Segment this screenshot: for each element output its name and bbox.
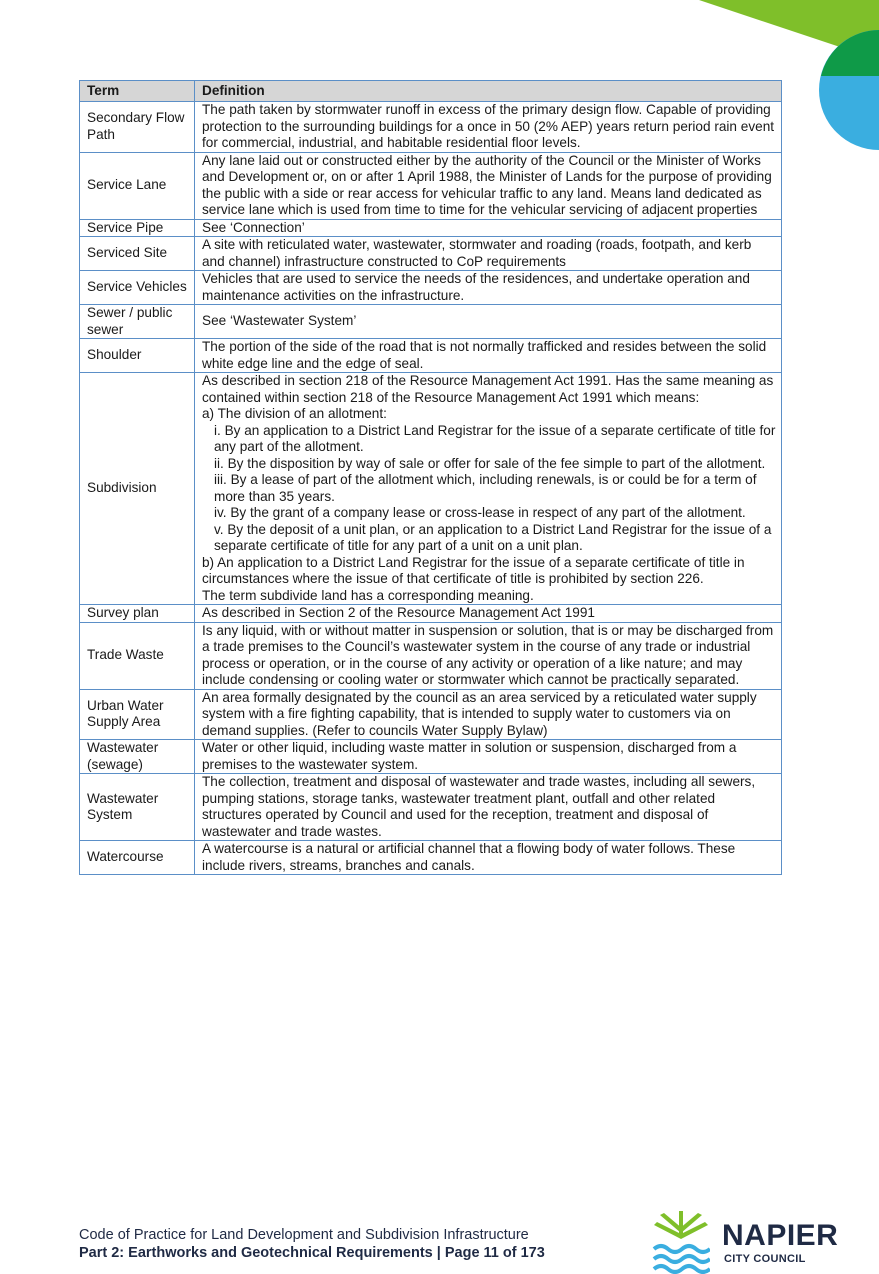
napier-city-council-logo: [652, 1209, 852, 1274]
term-cell: Shoulder: [80, 339, 195, 373]
table-row: [80, 689, 782, 740]
table-row: [80, 152, 782, 219]
definition-cell: A watercourse is a natural or artificial channel that a flowing body of water follows. These include rivers, streams, branches and canals.: [195, 841, 782, 875]
table-header-row: [80, 81, 782, 102]
definition-cell: Vehicles that are used to service the needs of the residences, and undertake operation and maintenance activities on the infrastructure.: [195, 271, 782, 305]
subdivision-clause-i: i. By an application to a District Land Registrar for the issue of a separate certificate of title for any part of the allotment.: [214, 422, 776, 454]
logo-subtitle: CITY COUNCIL: [724, 1253, 806, 1265]
definition-cell: The collection, treatment and disposal of wastewater and trade wastes, including all sewers, pumping stations, storage tanks, wastewater treatment plant, outfall and other related structures operated by Council and used for the reception, treatment and disposal of wastewater and trade wastes.: [195, 774, 782, 841]
subdivision-clause-v: v. By the deposit of a unit plan, or an application to a District Land Registrar for the issue of a separate certificate of title for any part of a unit on a unit plan.: [214, 521, 772, 553]
table-row: [80, 774, 782, 841]
definition-cell: A site with reticulated water, wastewater, stormwater and roading (roads, footpath, and kerb and channel) infrastructure constructed to CoP requirements: [195, 237, 782, 271]
term-cell: Wastewater System: [80, 774, 195, 841]
term-cell: Wastewater (sewage): [80, 740, 195, 774]
term-cell: Service Pipe: [80, 219, 195, 237]
subdivision-intro: As described in section 218 of the Resource Management Act 1991. Has the same meaning as contained within section 218 of the Resource Management Act 1991 which means:: [202, 373, 774, 405]
definition-cell: See ‘Connection’: [195, 219, 782, 237]
subdivision-clause-iii: iii. By a lease of part of the allotment which, including renewals, is or could be for a term of more than 35 years.: [214, 472, 757, 504]
definition-cell: See ‘Wastewater System’: [195, 305, 782, 339]
definition-cell: An area formally designated by the council as an area serviced by a reticulated water supply system with a fire fighting capability, that is intended to supply water to customers via on demand supplies. (Refer to councils Water Supply Bylaw): [195, 689, 782, 740]
table-row: [80, 841, 782, 875]
footer-document-title: Code of Practice for Land Development and Subdivision Infrastructure: [79, 1227, 529, 1243]
logo-name: NAPIER: [722, 1219, 839, 1252]
logo-mark-icon: [652, 1209, 710, 1274]
table-row: [80, 605, 782, 623]
term-cell: Secondary Flow Path: [80, 102, 195, 153]
definition-cell: The path taken by stormwater runoff in excess of the primary design flow. Capable of providing protection to the surrounding buildings for a once in 50 (2% AEP) years return period rain event for commercial, industrial, and habitable residential floor levels.: [195, 102, 782, 153]
definition-cell: Any lane laid out or constructed either by the authority of the Council or the Minister of Works and Development or, on or after 1 April 1988, the Minister of Lands for the purpose of providing the public with a side or rear access for vehicular traffic to any land. Means land dedicated as service lane which is used from time to time for the vehicular servicing of adjacent properties: [195, 152, 782, 219]
subdivision-clause-iv: iv. By the grant of a company lease or cross-lease in respect of any part of the allotment.: [214, 505, 746, 520]
definition-cell: [195, 373, 782, 605]
table-row: [80, 102, 782, 153]
definition-cell: Water or other liquid, including waste matter in solution or suspension, discharged from a premises to the wastewater system.: [195, 740, 782, 774]
term-cell: Urban Water Supply Area: [80, 689, 195, 740]
term-cell: Serviced Site: [80, 237, 195, 271]
table-row: [80, 339, 782, 373]
term-cell: Trade Waste: [80, 622, 195, 689]
table-row: [80, 622, 782, 689]
definition-column-header: Definition: [195, 81, 782, 102]
term-cell: Survey plan: [80, 605, 195, 623]
term-cell: Service Lane: [80, 152, 195, 219]
subdivision-closing: The term subdivide land has a corresponding meaning.: [202, 587, 534, 603]
table-row: [80, 237, 782, 271]
table-row: [80, 740, 782, 774]
table-row: [80, 219, 782, 237]
term-cell: Subdivision: [80, 373, 195, 605]
subdivision-clause-ii: ii. By the disposition by way of sale or offer for sale of the fee simple to part of the allotment.: [214, 455, 766, 471]
page-footer: [79, 1226, 545, 1262]
table-row-subdivision: [80, 373, 782, 605]
definitions-table: [79, 80, 782, 875]
footer-part-and-page: Part 2: Earthworks and Geotechnical Requirements | Page 11 of 173: [79, 1245, 545, 1261]
table-row: [80, 305, 782, 339]
definition-cell: As described in Section 2 of the Resource Management Act 1991: [195, 605, 782, 623]
term-cell: Watercourse: [80, 841, 195, 875]
table-row: [80, 271, 782, 305]
term-cell: Service Vehicles: [80, 271, 195, 305]
term-column-header: Term: [80, 81, 195, 102]
subdivision-clause-a: a) The division of an allotment:: [202, 406, 387, 421]
definition-cell: Is any liquid, with or without matter in suspension or solution, that is or may be discharged from a trade premises to the Council’s wastewater system in the course of any trade or industrial process or operation, or in the course of any activity or operation of a like nature; and may include condensing or cooling water or stormwater which cannot be practically separated.: [195, 622, 782, 689]
term-cell: Sewer / public sewer: [80, 305, 195, 339]
definition-cell: The portion of the side of the road that is not normally trafficked and resides between the solid white edge line and the edge of seal.: [195, 339, 782, 373]
subdivision-clause-b: b) An application to a District Land Registrar for the issue of a separate certificate of title in circumstances where the issue of that certificate of title is prohibited by section 226.: [202, 554, 745, 586]
